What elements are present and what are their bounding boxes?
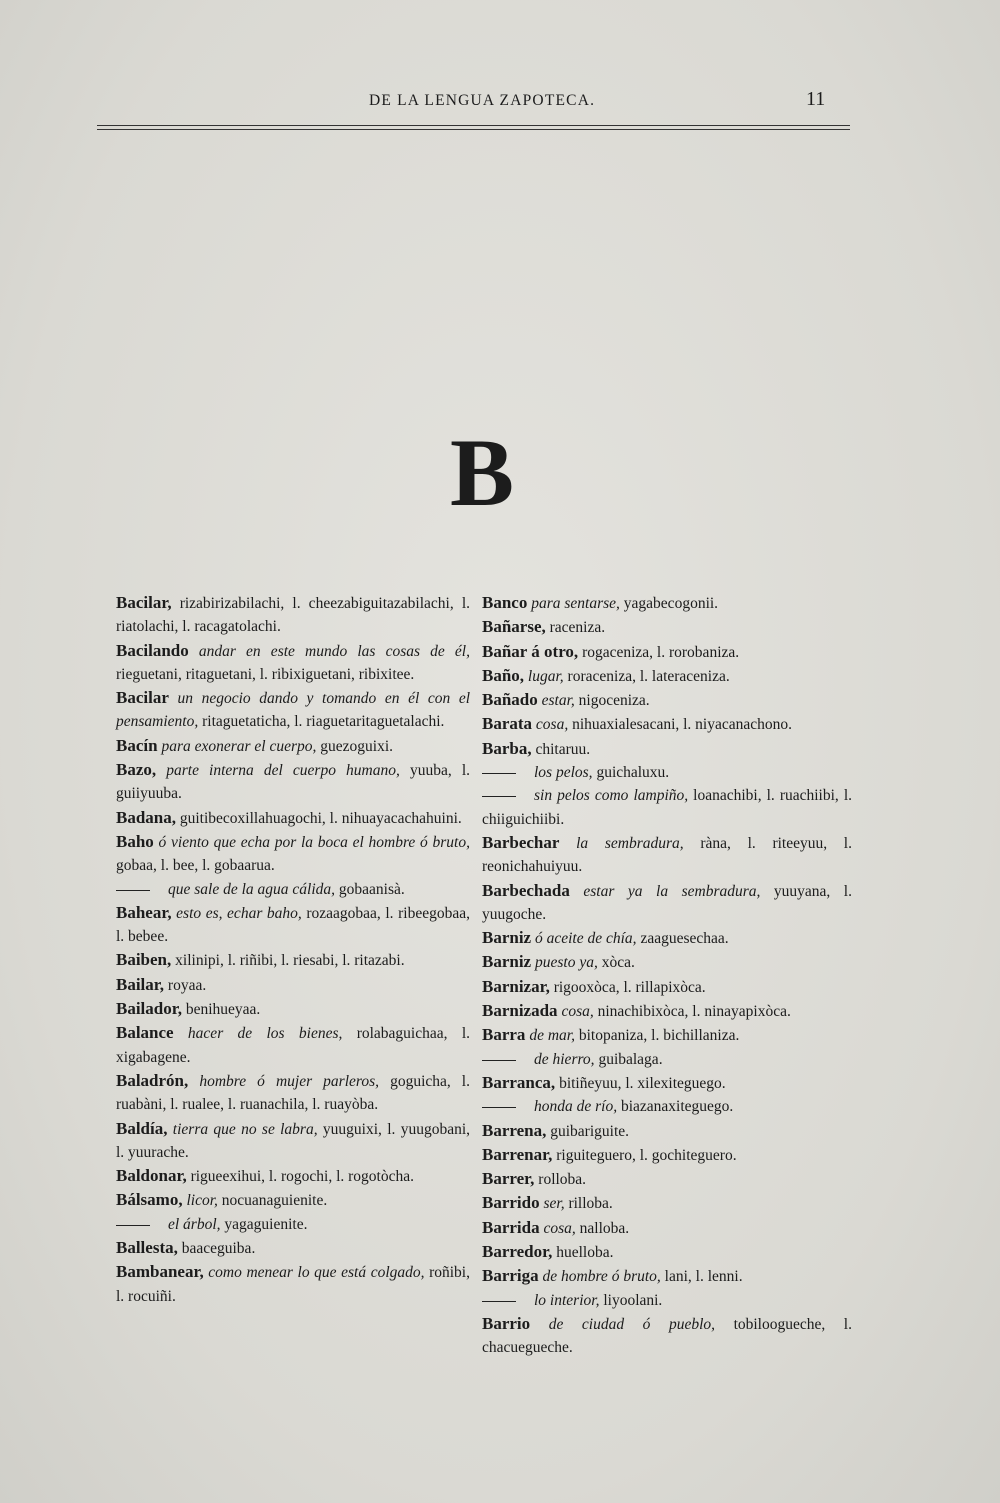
definition: ó viento que echa por la boca el hombre ó bruto, bbox=[153, 833, 470, 851]
zapotec-translation: gobaanisà. bbox=[335, 880, 405, 898]
dictionary-entry bbox=[482, 999, 852, 1023]
zapotec-translation: bitiñeyuu, l. xilexiteguego. bbox=[555, 1074, 726, 1092]
dictionary-entry bbox=[116, 901, 470, 949]
dictionary-entry bbox=[116, 758, 470, 806]
dictionary-entry bbox=[116, 1260, 470, 1308]
zapotec-translation: zaaguesechaa. bbox=[636, 930, 729, 948]
zapotec-translation: ninachibixòca, l. ninayapixòca. bbox=[593, 1003, 791, 1021]
dictionary-entry bbox=[482, 1289, 852, 1312]
running-title: DE LA LENGUA ZAPOTECA. bbox=[369, 92, 596, 109]
definition: hombre ó mujer parleros, bbox=[188, 1072, 380, 1090]
zapotec-translation: guezoguixi. bbox=[316, 737, 394, 755]
headword: Barra bbox=[482, 1025, 526, 1045]
definition: parte interna del cuerpo humano, bbox=[156, 762, 400, 780]
dictionary-entry bbox=[116, 1164, 470, 1188]
dictionary-entry bbox=[482, 831, 852, 879]
dictionary-entry bbox=[482, 591, 852, 615]
headword: Baño, bbox=[482, 665, 525, 685]
dictionary-entry bbox=[482, 1167, 852, 1191]
dictionary-entry bbox=[116, 686, 470, 734]
dictionary-entry bbox=[482, 975, 852, 999]
zapotec-translation: liyoolani. bbox=[599, 1291, 663, 1309]
definition: esto es, echar baho, bbox=[171, 904, 302, 922]
dictionary-entry bbox=[482, 688, 852, 712]
zapotec-translation: chitaruu. bbox=[531, 740, 591, 758]
zapotec-translation: rieguetani, ritaguetani, l. ribixiguetani, ribixitee. bbox=[116, 665, 415, 683]
dictionary-entry bbox=[482, 926, 852, 950]
dictionary-entry bbox=[116, 878, 470, 901]
headword: Barriga bbox=[482, 1266, 539, 1286]
definition: la sembradura, bbox=[559, 834, 684, 852]
headword: Bahear, bbox=[116, 902, 172, 922]
ditto-dash bbox=[482, 1301, 516, 1302]
zapotec-translation: rolabaguichaa, l. xigabagene. bbox=[116, 1025, 470, 1066]
zapotec-translation: nalloba. bbox=[575, 1219, 630, 1237]
dictionary-entry bbox=[116, 948, 470, 972]
dictionary-entry bbox=[116, 1117, 470, 1165]
definition: de ciudad ó pueblo, bbox=[530, 1315, 716, 1333]
definition: cosa, bbox=[557, 1003, 594, 1021]
zapotec-translation: huelloba. bbox=[552, 1244, 614, 1262]
headword: Barrenar, bbox=[482, 1144, 553, 1164]
zapotec-translation: goguicha, l. ruabàni, l. rualee, l. ruanachila, l. ruayòba. bbox=[116, 1072, 470, 1114]
dictionary-entry bbox=[482, 737, 852, 761]
headword: Barbechar bbox=[482, 832, 560, 852]
headword: Banco bbox=[482, 593, 528, 612]
headword: Barrena, bbox=[482, 1120, 547, 1140]
zapotec-translation: ritaguetaticha, l. riaguetaritaguetalachi. bbox=[198, 713, 445, 731]
zapotec-translation: ràna, l. riteeyuu, l. reonichahuiyuu. bbox=[482, 834, 852, 876]
headword: Barredor, bbox=[482, 1242, 553, 1262]
zapotec-translation: nihuaxialesacani, l. niyacanachono. bbox=[568, 716, 793, 734]
headword: Barrer, bbox=[482, 1169, 535, 1189]
headword: Badana, bbox=[116, 807, 176, 827]
dictionary-entry bbox=[482, 664, 852, 688]
zapotec-translation: xòca. bbox=[597, 954, 635, 972]
zapotec-translation: biazanaxiteguego. bbox=[617, 1098, 734, 1116]
dictionary-entry bbox=[482, 1071, 852, 1095]
definition: tierra que no se labra, bbox=[167, 1120, 318, 1138]
left-column bbox=[116, 591, 470, 1308]
definition: que sale de la agua cálida, bbox=[168, 880, 336, 898]
headword: Bañarse, bbox=[482, 617, 546, 637]
zapotec-translation: gobaa, l. bee, l. gobaarua. bbox=[116, 857, 275, 875]
headword: Barata bbox=[482, 714, 533, 734]
dictionary-entry bbox=[116, 1236, 470, 1260]
dictionary-entry bbox=[116, 591, 470, 639]
dictionary-entry bbox=[482, 640, 852, 664]
definition: un negocio dando y tomando en él con el pensamiento, bbox=[116, 690, 470, 731]
definition: para sentarse, bbox=[527, 595, 620, 612]
zapotec-translation: guibalaga. bbox=[594, 1050, 663, 1068]
dictionary-entry bbox=[482, 1048, 852, 1071]
dictionary-entry bbox=[482, 1143, 852, 1167]
headword: Bailar, bbox=[116, 974, 165, 994]
zapotec-translation: rilloba. bbox=[564, 1195, 613, 1213]
zapotec-translation: tobiloogueche, l. chacuegueche. bbox=[482, 1315, 852, 1357]
dictionary-entry bbox=[482, 1119, 852, 1143]
dictionary-entry bbox=[482, 1191, 852, 1215]
zapotec-translation: nigoceniza. bbox=[574, 692, 650, 710]
headword: Ballesta, bbox=[116, 1238, 178, 1258]
section-letter: B bbox=[450, 419, 515, 526]
dictionary-entry bbox=[482, 1216, 852, 1240]
dictionary-entry bbox=[482, 1264, 852, 1288]
definition: como menear lo que está colgado, bbox=[203, 1264, 425, 1282]
definition: de hombre ó bruto, bbox=[538, 1268, 661, 1286]
dictionary-entry bbox=[482, 712, 852, 736]
header-rule-secondary bbox=[97, 129, 850, 130]
dictionary-entry bbox=[116, 1021, 470, 1069]
dictionary-entry bbox=[482, 761, 852, 784]
zapotec-translation: roñibi, l. rocuiñi. bbox=[116, 1264, 470, 1305]
definition: estar ya la sembradura, bbox=[569, 882, 761, 900]
dictionary-entry bbox=[482, 879, 852, 927]
definition: de mar, bbox=[525, 1027, 575, 1045]
headword: Bacilar bbox=[116, 688, 169, 708]
zapotec-translation: rigooxòca, l. rillapixòca. bbox=[549, 978, 706, 996]
headword: Baiben, bbox=[116, 950, 172, 970]
dictionary-entry bbox=[116, 973, 470, 997]
zapotec-translation: guibariguite. bbox=[546, 1122, 630, 1140]
dictionary-entry bbox=[116, 1213, 470, 1236]
headword: Bailador, bbox=[116, 999, 182, 1019]
dictionary-entry bbox=[482, 1240, 852, 1264]
dictionary-entry bbox=[482, 784, 852, 831]
ditto-dash bbox=[116, 890, 150, 891]
headword: Barrido bbox=[482, 1193, 540, 1213]
dictionary-entry bbox=[482, 615, 852, 639]
definition: lugar, bbox=[524, 667, 564, 685]
headword: Baho bbox=[116, 831, 154, 851]
zapotec-translation: rolloba. bbox=[534, 1171, 587, 1189]
dictionary-entry bbox=[482, 1312, 852, 1360]
zapotec-translation: rizabirizabilachi, l. cheezabiguitazabilachi, l. riatolachi, l. racagatolachi. bbox=[116, 595, 470, 636]
zapotec-translation: riguiteguero, l. gochiteguero. bbox=[552, 1146, 737, 1164]
zapotec-translation: xilinipi, l. riñibi, l. riesabi, l. ritazabi. bbox=[171, 952, 405, 970]
definition: puesto ya, bbox=[531, 954, 598, 972]
headword: Baldía, bbox=[116, 1118, 168, 1138]
definition: el árbol, bbox=[168, 1215, 221, 1233]
zapotec-translation: rigueexihui, l. rogochi, l. rogotòcha. bbox=[186, 1168, 414, 1186]
definition: ó aceite de chía, bbox=[531, 930, 637, 948]
headword: Barniz bbox=[482, 952, 532, 972]
dictionary-entry bbox=[116, 997, 470, 1021]
zapotec-translation: yagaguienite. bbox=[220, 1215, 308, 1233]
definition: cosa, bbox=[539, 1219, 576, 1237]
definition: sin pelos como lampiño, bbox=[534, 787, 689, 805]
headword: Barbechada bbox=[482, 880, 570, 900]
ditto-dash bbox=[482, 1107, 516, 1108]
ditto-dash bbox=[482, 1060, 516, 1061]
zapotec-translation: yuuyana, l. yuugoche. bbox=[482, 882, 852, 923]
ditto-dash bbox=[116, 1225, 150, 1226]
headword: Bambanear, bbox=[116, 1262, 204, 1282]
zapotec-translation: yuuba, l. guiiyuuba. bbox=[116, 762, 471, 803]
right-column bbox=[482, 591, 852, 1360]
headword: Barnizada bbox=[482, 1001, 558, 1021]
zapotec-translation: royaa. bbox=[164, 976, 207, 994]
dictionary-entry bbox=[116, 830, 470, 878]
dictionary-entry bbox=[482, 950, 852, 974]
zapotec-translation: guitibecoxillahuagochi, l. nihuayacachahuini. bbox=[176, 809, 462, 827]
definition: de hierro, bbox=[534, 1050, 595, 1068]
headword: Bacilando bbox=[116, 640, 189, 660]
dictionary-entry bbox=[482, 1095, 852, 1118]
headword: Barrio bbox=[482, 1313, 531, 1333]
dictionary-entry bbox=[116, 639, 470, 687]
ditto-dash bbox=[482, 796, 516, 797]
zapotec-translation: roraceniza, l. lateraceniza. bbox=[563, 667, 730, 685]
headword: Balance bbox=[116, 1023, 174, 1043]
definition: estar, bbox=[537, 692, 575, 710]
ditto-dash bbox=[482, 773, 516, 774]
definition: lo interior, bbox=[534, 1291, 600, 1309]
headword: Bacín bbox=[116, 735, 158, 755]
dictionary-entry bbox=[482, 1023, 852, 1047]
dictionary-entry bbox=[116, 734, 470, 758]
headword: Baladrón, bbox=[116, 1070, 189, 1090]
zapotec-translation: nocuanaguienite. bbox=[217, 1192, 328, 1210]
definition: andar en este mundo las cosas de él, bbox=[188, 642, 470, 660]
definition: cosa, bbox=[532, 716, 569, 734]
headword: Bañar á otro, bbox=[482, 641, 579, 661]
headword: Bálsamo, bbox=[116, 1190, 183, 1210]
headword: Bacilar, bbox=[116, 593, 172, 612]
headword: Baldonar, bbox=[116, 1166, 187, 1186]
zapotec-translation: yagabecogonii. bbox=[619, 595, 719, 612]
headword: Barnizar, bbox=[482, 976, 550, 996]
headword: Bañado bbox=[482, 690, 538, 710]
zapotec-translation: raceniza. bbox=[545, 619, 606, 637]
headword: Barranca, bbox=[482, 1072, 556, 1092]
dictionary-entry bbox=[116, 806, 470, 830]
headword: Barniz bbox=[482, 928, 532, 948]
zapotec-translation: baaceguiba. bbox=[177, 1240, 256, 1258]
definition: ser, bbox=[539, 1195, 565, 1213]
zapotec-translation: rozaagobaa, l. ribeegobaa, l. bebee. bbox=[116, 904, 470, 946]
dictionary-entry bbox=[116, 1069, 470, 1117]
definition: hacer de los bienes, bbox=[173, 1025, 343, 1043]
definition: los pelos, bbox=[534, 764, 593, 782]
page-number: 11 bbox=[806, 88, 826, 110]
zapotec-translation: benihueyaa. bbox=[181, 1001, 261, 1019]
zapotec-translation: lani, l. lenni. bbox=[660, 1268, 743, 1286]
headword: Barrida bbox=[482, 1217, 540, 1237]
definition: para exonerar el cuerpo, bbox=[157, 737, 317, 755]
zapotec-translation: guichaluxu. bbox=[592, 764, 670, 782]
header-rule bbox=[97, 125, 850, 126]
zapotec-translation: rogaceniza, l. rorobaniza. bbox=[578, 643, 740, 661]
page-header bbox=[0, 88, 1000, 118]
zapotec-translation: yuuguixi, l. yuugobani, l. yuurache. bbox=[116, 1120, 471, 1161]
headword: Barba, bbox=[482, 738, 532, 758]
zapotec-translation: loanachibi, l. ruachiibi, l. chiiguichiibi. bbox=[482, 787, 852, 828]
headword: Bazo, bbox=[116, 760, 157, 780]
definition: licor, bbox=[182, 1192, 218, 1210]
definition: honda de río, bbox=[534, 1098, 618, 1116]
dictionary-entry bbox=[116, 1188, 470, 1212]
zapotec-translation: bitopaniza, l. bichillaniza. bbox=[574, 1027, 740, 1045]
